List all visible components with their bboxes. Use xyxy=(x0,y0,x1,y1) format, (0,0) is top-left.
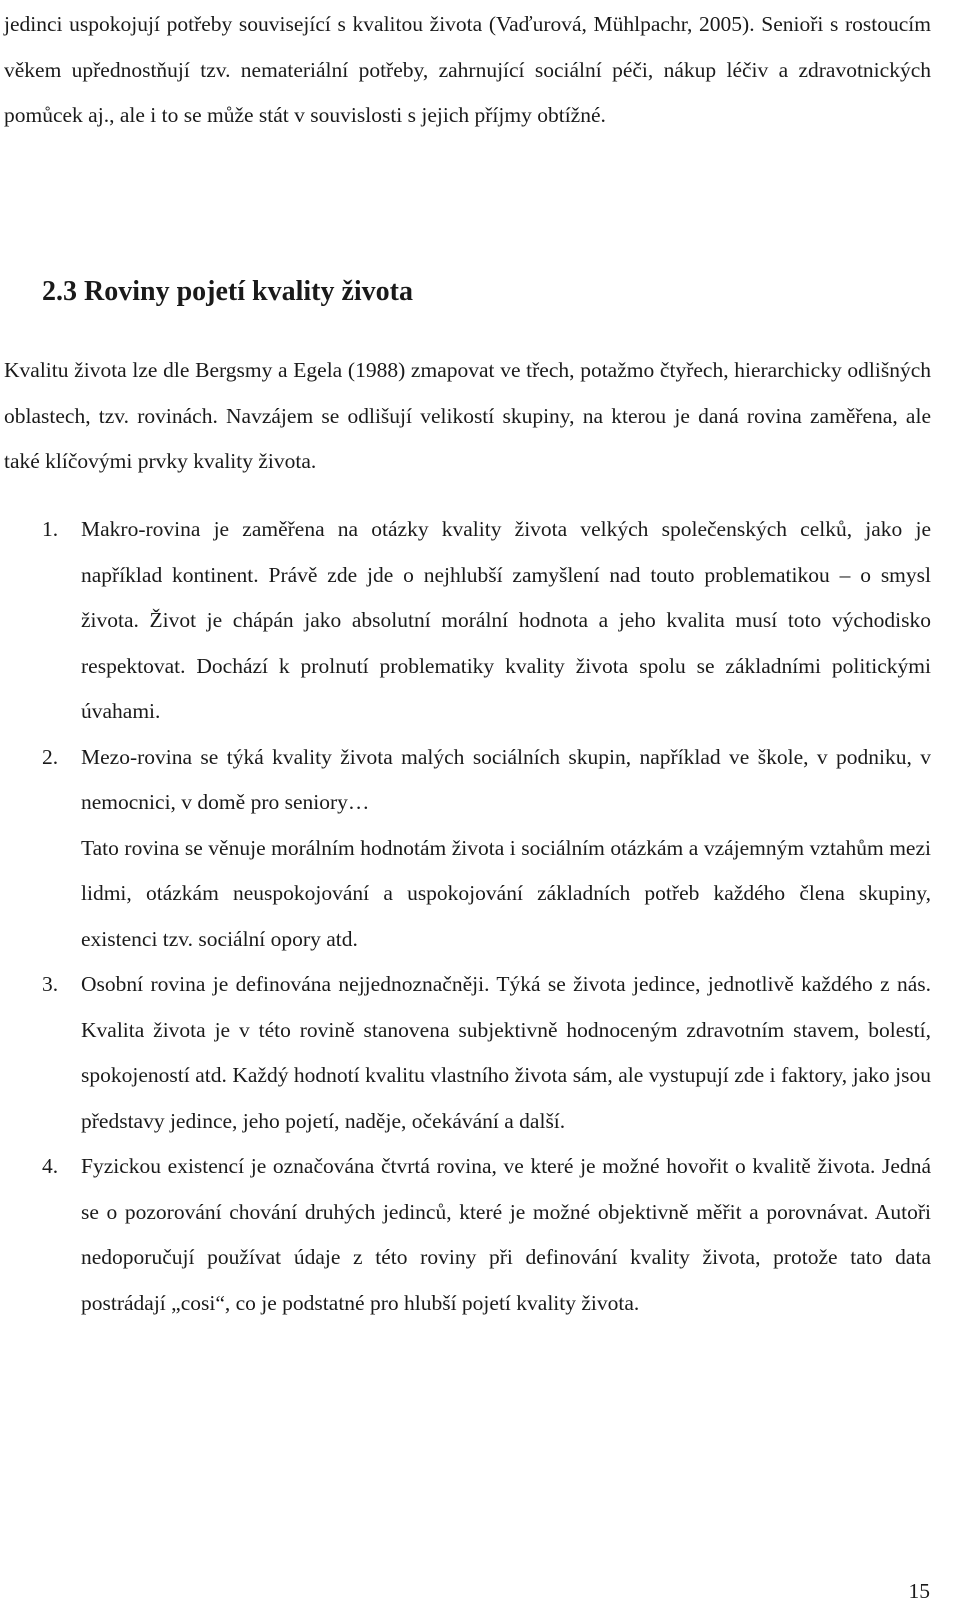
page-number: 15 xyxy=(908,1579,930,1603)
level-extra-text: Tato rovina se věnuje morálním hodnotám života i sociálním otázkám a vzájemným vztahům mezi lidmi, otázkám neuspokojování a uspokojování základních potřeb každého člena skupiny, existenci tzv. sociální opory atd. xyxy=(81,835,931,951)
level-text: Makro-rovina je zaměřena na otázky kvality života velkých společenských celků, jako je například kontinent. Právě zde jde o nejhlubší zamyšlení nad touto problematikou – o smysl života. Život je chápán jako absolutní morální hodnota a jeho kvalita musí toto východisko respektovat. Dochází k prolnutí problematiky kvality života spolu se základními politickými úvahami. xyxy=(81,517,931,723)
level-text: Fyzickou existencí je označována čtvrtá rovina, ve které je možné hovořit o kvalitě života. Jedná se o pozorování chování druhých jedinců, které je možné objektivně měřit a porovnávat. Autoři nedoporučují používat údaje z této roviny při definování kvality života, protože tato data postrádají „cosi“, co je podstatné pro hlubší pojetí kvality života. xyxy=(81,1154,931,1315)
level-item-personal xyxy=(4,962,931,1144)
level-item-macro xyxy=(4,507,931,735)
levels-list xyxy=(4,507,931,1326)
level-number: 4. xyxy=(42,1154,59,1178)
level-number: 1. xyxy=(42,517,59,541)
level-text: Osobní rovina je definována nejjednoznačněji. Týká se života jedince, jednotlivě každého z nás. Kvalita života je v této rovině stanovena subjektivně hodnoceným zdravotním stavem, bolestí, spokojeností atd. Každý hodnotí kvalitu vlastního života sám, ale vystupují zde i faktory, jako jsou představy jedince, jeho pojetí, naděje, očekávání a další. xyxy=(81,972,931,1133)
level-text: Mezo-rovina se týká kvality života malých sociálních skupin, například ve škole, v podniku, v nemocnici, v domě pro seniory… xyxy=(81,744,931,814)
level-item-physical xyxy=(4,1144,931,1326)
level-number: 3. xyxy=(42,972,59,996)
section-heading: 2.3 Roviny pojetí kvality života xyxy=(42,276,413,307)
level-item-meso xyxy=(4,735,931,963)
intro-paragraph: jedinci uspokojují potřeby související s kvalitou života (Vaďurová, Mühlpachr, 2005). Senioři s rostoucím věkem upřednostňují tzv. nemateriální potřeby, zahrnující sociální péči, nákup léčiv a zdravotnických pomůcek aj., ale i to se může stát v souvislosti s jejich příjmy obtížné. xyxy=(4,12,931,127)
level-number: 2. xyxy=(42,744,59,769)
section-lead-paragraph: Kvalitu života lze dle Bergsmy a Egela (1988) zmapovat ve třech, potažmo čtyřech, hierarchicky odlišných oblastech, tzv. rovinách. Navzájem se odlišují velikostí skupiny, na kterou je daná rovina zaměřena, ale také klíčovými prvky kvality života. xyxy=(4,358,931,473)
